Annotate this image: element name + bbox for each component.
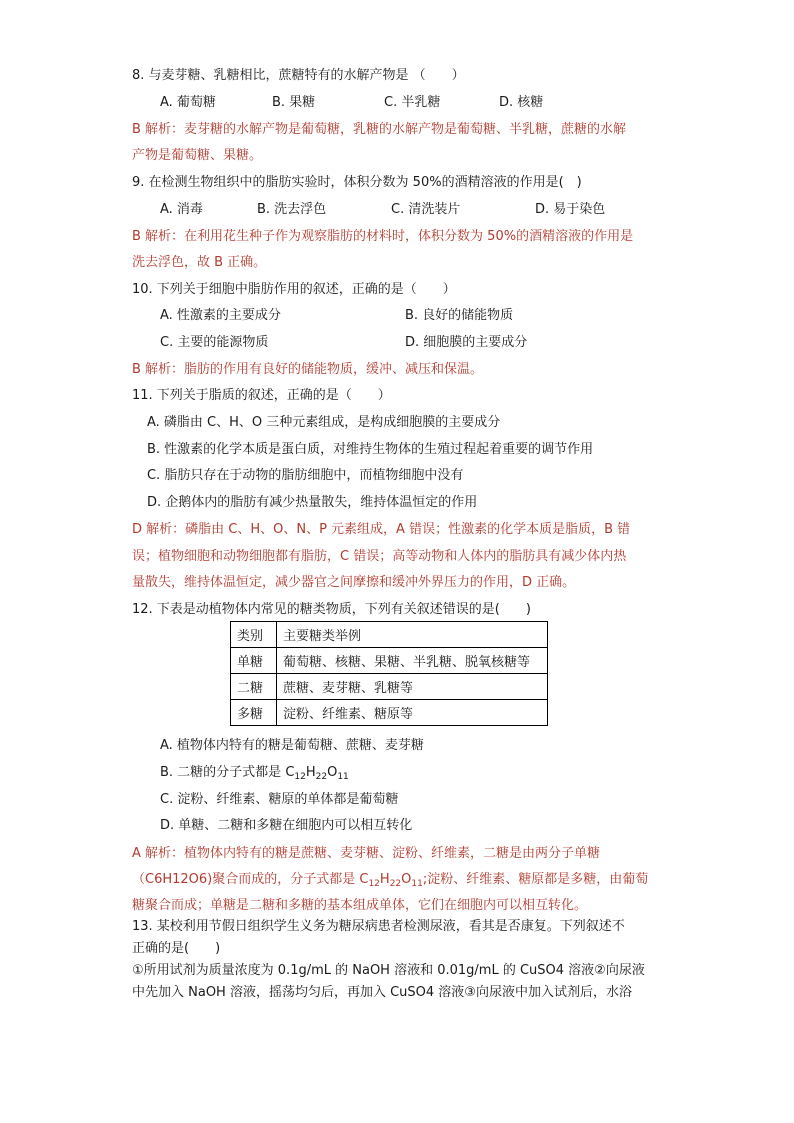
question-8-stem: 8. 与麦芽糖、乳糖相比，蔗糖特有的水解产物是 （ ） <box>132 68 465 83</box>
formula-text: H <box>305 765 316 780</box>
question-10-stem: 10. 下列关于细胞中脂肪作用的叙述，正确的是（ ） <box>132 282 456 297</box>
question-10-option-a: A. 性激素的主要成分 <box>160 308 281 323</box>
question-9-option-b: B. 洗去浮色 <box>257 202 327 217</box>
question-8-option-b: B. 果糖 <box>272 95 316 110</box>
question-11-analysis-line-1: D 解析：磷脂由 C、H、O、N、P 元素组成，A 错误；性激素的化学本质是脂质，B 错 <box>132 522 631 537</box>
question-11-analysis-line-3: 量散失，维持体温恒定，减少器官之间摩擦和缓冲外界压力的作用，D 正确。 <box>132 575 576 590</box>
question-9-stem: 9. 在检测生物组织中的脂肪实验时，体积分数为 50%的酒精溶液的作用是( ) <box>132 175 582 190</box>
question-8-analysis-line-1: B 解析：麦芽糖的水解产物是葡萄糖，乳糖的水解产物是葡萄糖、半乳糖，蔗糖的水解 <box>132 122 627 137</box>
analysis-text: ;淀粉、纤维素、糖原都是多糖，由葡萄 <box>422 872 649 887</box>
question-13-stem-line-1: 13. 某校利用节假日组织学生义务为糖尿病患者检测尿液，看其是否康复。下列叙述不 <box>132 919 625 934</box>
question-12-analysis-line-3: 糖聚合而成；单糖是二糖和多糖的基本组成单体，它们在细胞内可以相互转化。 <box>132 898 588 913</box>
question-11-option-c: C. 脂肪只存在于动物的脂肪细胞中，而植物细胞中没有 <box>147 468 464 483</box>
question-11-option-d: D. 企鹅体内的脂肪有减少热量散失，维持体温恒定的作用 <box>147 495 478 510</box>
sugar-table <box>230 621 548 726</box>
formula-text: O <box>327 765 338 780</box>
question-10-analysis: B 解析：脂肪的作用有良好的储能物质，缓冲、减压和保温。 <box>132 362 484 377</box>
question-10-option-c: C. 主要的能源物质 <box>160 335 269 350</box>
formula-subscript: 11 <box>411 879 423 889</box>
formula-text: B. 二糖的分子式都是 C <box>160 765 295 780</box>
table-header-row <box>231 622 548 648</box>
formula-subscript: 22 <box>315 772 328 782</box>
question-12-option-c: C. 淀粉、纤维素、糖原的单体都是葡萄糖 <box>160 792 399 807</box>
question-12-option-b <box>160 764 349 782</box>
table-cell: 二糖 <box>231 674 277 700</box>
analysis-text: （C6H12O6)聚合而成的，分子式都是 C <box>132 872 369 887</box>
question-10-option-d: D. 细胞膜的主要成分 <box>405 335 528 350</box>
question-9-analysis-line-2: 洗去浮色，故 B 正确。 <box>132 255 267 270</box>
table-cell: 淀粉、纤维素、糖原等 <box>277 700 548 726</box>
question-8-option-a: A. 葡萄糖 <box>160 95 216 110</box>
question-11-stem: 11. 下列关于脂质的叙述，正确的是（ ） <box>132 388 391 403</box>
question-12-analysis-line-2 <box>132 871 648 889</box>
question-11-option-a: A. 磷脂由 C、H、O 三种元素组成，是构成细胞膜的主要成分 <box>147 415 501 430</box>
table-cell: 蔗糖、麦芽糖、乳糖等 <box>277 674 548 700</box>
question-12-option-d: D. 单糖、二糖和多糖在细胞内可以相互转化 <box>160 818 413 833</box>
question-13-stem-line-4: 中先加入 NaOH 溶液，摇荡均匀后，再加入 CuSO4 溶液③向尿液中加入试剂后，水浴 <box>132 985 632 1000</box>
question-9-analysis-line-1: B 解析：在利用花生种子作为观察脂肪的材料时，体积分数为 50%的酒精溶液的作用是 <box>132 229 634 244</box>
table-header-cell: 主要糖类举例 <box>277 622 548 648</box>
question-9-option-d: D. 易于染色 <box>535 202 606 217</box>
table-cell: 多糖 <box>231 700 277 726</box>
question-9-option-a: A. 消毒 <box>160 202 203 217</box>
formula-subscript: 12 <box>294 772 306 782</box>
question-12-analysis-line-1: A 解析：植物体内特有的糖是蔗糖、麦芽糖、淀粉、纤维素，二糖是由两分子单糖 <box>132 846 601 861</box>
table-cell: 葡萄糖、核糖、果糖、半乳糖、脱氧核糖等 <box>277 648 548 674</box>
question-10-option-b: B. 良好的储能物质 <box>405 308 514 323</box>
formula-subscript: 11 <box>337 772 349 782</box>
question-8-option-d: D. 核糖 <box>499 95 544 110</box>
question-13-stem-line-2: 正确的是( ) <box>132 941 221 956</box>
formula-subscript: 12 <box>368 879 380 889</box>
table-row <box>231 648 548 674</box>
question-8-analysis-line-2: 产物是葡萄糖、果糖。 <box>132 148 263 163</box>
analysis-text: O <box>401 872 412 887</box>
question-12-stem: 12. 下表是动植物体内常见的糖类物质，下列有关叙述错误的是( ) <box>132 602 531 617</box>
question-11-analysis-line-2: 误；植物细胞和动物细胞都有脂肪，C 错误；高等动物和人体内的脂肪具有减少体内热 <box>132 549 627 564</box>
analysis-text: H <box>379 872 390 887</box>
table-cell: 单糖 <box>231 648 277 674</box>
question-12-option-a: A. 植物体内特有的糖是葡萄糖、蔗糖、麦芽糖 <box>160 738 424 753</box>
table-row <box>231 674 548 700</box>
table-row <box>231 700 548 726</box>
question-8-option-c: C. 半乳糖 <box>384 95 441 110</box>
question-11-option-b: B. 性激素的化学本质是蛋白质，对维持生物体的生殖过程起着重要的调节作用 <box>147 442 594 457</box>
formula-subscript: 22 <box>389 879 402 889</box>
question-9-option-c: C. 清洗装片 <box>391 202 461 217</box>
table-header-cell: 类别 <box>231 622 277 648</box>
question-13-stem-line-3: ①所用试剂为质量浓度为 0.1g/mL 的 NaOH 溶液和 0.01g/mL 的 CuSO4 溶液②向尿液 <box>132 963 645 978</box>
